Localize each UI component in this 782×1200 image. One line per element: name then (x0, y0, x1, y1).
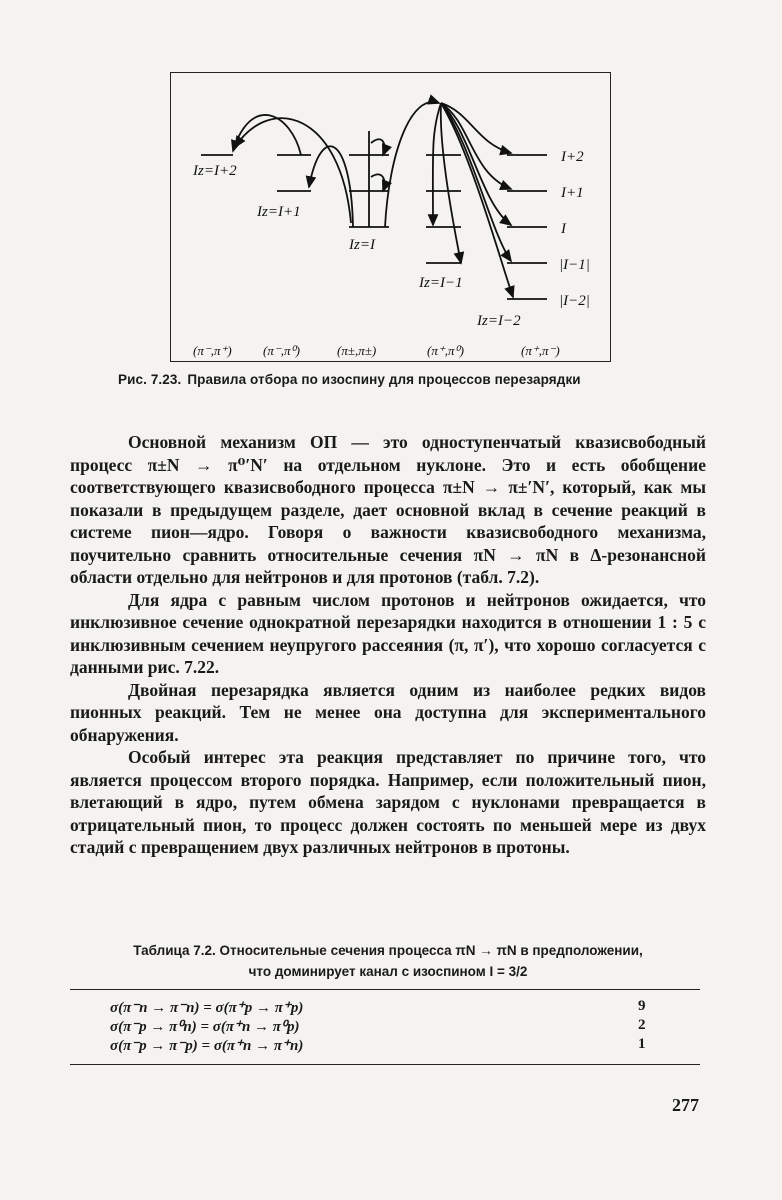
table-row (110, 998, 670, 1017)
label-iz-i2: Iz=I+2 (193, 163, 237, 179)
arrow-7 (441, 103, 511, 153)
table-row (110, 1017, 670, 1036)
figure-caption-text: Правила отбора по изоспину для процессов перезарядки (187, 372, 581, 387)
table-bottom-rule (70, 1064, 700, 1065)
table-cell-formula: σ(π⁻n → π⁻n) = σ(π⁺p → π⁺p) (110, 1000, 304, 1016)
table-cell-value: 1 (638, 1036, 646, 1052)
arrow-3 (309, 146, 353, 227)
label-iz-im2: Iz=I−2 (477, 313, 521, 329)
label-r-im2: |I−2| (559, 293, 590, 309)
pair-label-1: (π⁻,π⁺) (193, 343, 232, 358)
label-iz-im1: Iz=I−1 (419, 275, 463, 291)
page-number: 277 (672, 1095, 699, 1115)
pair-label-4: (π⁺,π⁰) (427, 343, 465, 358)
isospin-level-diagram (171, 73, 612, 363)
table-body (110, 998, 670, 1055)
label-r-im1: |I−1| (559, 257, 590, 273)
arrow-4 (371, 139, 385, 155)
table-cell-value: 2 (638, 1017, 646, 1033)
arrow-12 (433, 103, 441, 225)
label-r-i: I (561, 221, 566, 237)
figure-caption-lead: Рис. 7.23. (118, 372, 182, 387)
label-r-i2: I+2 (561, 149, 584, 165)
table-cell-formula: σ(π⁻p → π⁰n) = σ(π⁺n → π⁰p) (110, 1019, 300, 1035)
arrow-6 (385, 102, 439, 227)
body-text (70, 431, 706, 859)
pair-label-5: (π⁺,π⁻) (521, 343, 560, 358)
table-cell-value: 9 (638, 998, 646, 1014)
pair-label-2: (π⁻,π⁰) (263, 343, 301, 358)
paragraph: Особый интерес эта реакция представляет по причине того, что является процессом второго порядка. Например, если положительный пион, влетающий в ядро, путем обмена зарядом с нуклонами превращается в отрицательный пион, то процесс должен состоять по меньшей мере из двух стадий с превращением двух различных нейтронов в протоны. (70, 747, 706, 857)
table-cell-formula: σ(π⁻p → π⁻p) = σ(π⁺n → π⁺n) (110, 1038, 304, 1054)
table-caption (70, 940, 706, 982)
label-iz-i: Iz=I (349, 237, 375, 253)
pair-label-3: (π±,π±) (337, 343, 377, 358)
table-top-rule (70, 989, 700, 990)
arrow-5 (371, 174, 385, 191)
label-iz-i1: Iz=I+1 (257, 204, 301, 220)
paragraph: Основной механизм ОП — это одноступенчатый квазисвободный процесс π±N → π⁰′N′ на отдельном нуклоне. Это и есть обобщение соответствующего квазисвободного процесса π±N → π±′N′, который, как мы показали в предыдущем разделе, дает основной вклад в сечение реакций в системе пион—ядро. Говоря о важности квазисвободного механизма, поучительно сравнить относительные сечения πN → πN в Δ-резонансной области отдельно для нейтронов и для протонов (табл. 7.2). (70, 432, 706, 587)
paragraph: Для ядра с равным числом протонов и нейтронов ожидается, что инклюзивное сечение однократной перезарядки находится в отношении 1 : 5 с инклюзивным сечением неупругого рассеяния (π, π′), что хорошо согласуется с данными рис. 7.22. (70, 589, 706, 677)
table-caption-line2: что доминирует канал с изоспином I = 3/2 (248, 964, 528, 979)
table-caption-line1: Таблица 7.2. Относительные сечения процесса πN → πN в предположении, (133, 943, 643, 958)
figure-isospin-diagram (170, 72, 611, 362)
figure-caption (118, 372, 678, 387)
label-r-i1: I+1 (561, 185, 584, 201)
paragraph: Двойная перезарядка является одним из наиболее редких видов пионных реакций. Тем не менее она доступна для экспериментального обнаружения. (70, 679, 706, 745)
table-row (110, 1036, 670, 1055)
